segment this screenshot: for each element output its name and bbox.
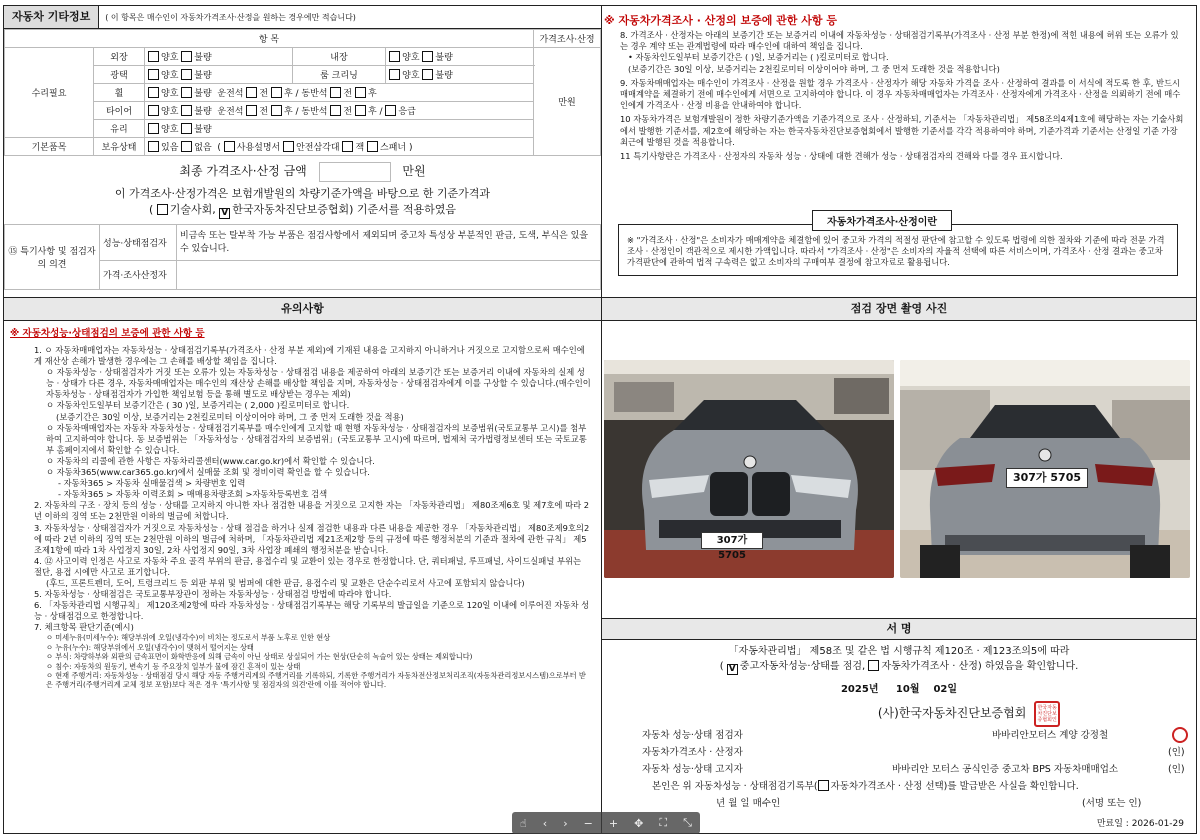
notes-item: 7. 체크항목 판단기준(예시)	[34, 622, 134, 633]
day: 02	[933, 684, 948, 695]
zoom-out-icon[interactable]: −	[583, 816, 593, 830]
notes-item: 4. ⑫ 사고이력 인정은 사고로 자동차 주요 골격 부위의 판금, 용접수리 및 교환이 있는 경우로 한정합니다. 단, 쿼터패널, 루프패널, 사이드실패널 부위는 절단, 용접 시에만 사고로 표기합니다.	[34, 555, 582, 577]
p8: 8. 가격조사 · 산정자는 아래의 보증기간 또는 보증거리 이내에 자동차성능 · 상태점검기록부(가격조사 · 산정 부분 한정)에 적힌 내용에 허위 또는 오류가 있는 경우 계약 또는 관계법령에 따라 매수인에 대하여 책임을 집니다.	[620, 30, 1179, 52]
row-interior: 내장	[292, 48, 385, 66]
label: 양호	[161, 125, 179, 135]
rear-car-photo	[900, 360, 1190, 578]
label: 후	[367, 107, 377, 117]
label: 불량	[194, 71, 212, 81]
row-tire: 타이어	[94, 102, 145, 120]
row-glass: 유리	[94, 120, 145, 138]
month-unit: 월	[909, 684, 920, 695]
standard-line1: 이 가격조사·산정가격은 보험개발원의 차량기준가액을 바탕으로 한 기준가격과	[114, 187, 491, 200]
p10: 10 자동차가격은 보험개발원이 정한 차량기준가액을 기준가격으로 조사 · 산정하되, 기준서는 「자동차관리법」 제58조의4제1호에 해당하는 자는 기술사회에서 발행한 기준서를, 제2호에 해당하는 자는 한국자동차진단보증협회에서 발행한 기준서를 각각 적용하여야 하며, 기준가격과 기준서는 산정일 기준 가장 최근에 발행된 것을 적용합니다.	[620, 114, 1184, 147]
spanner-checkbox[interactable]	[367, 141, 378, 152]
checkbox[interactable]	[330, 105, 341, 116]
confirm-line1: 「자동차관리법」 제58조 및 같은 법 시행규칙 제120조 · 제123조의5에 따라	[728, 646, 1070, 657]
fit-icon[interactable]: ⤡	[683, 816, 692, 829]
notes-items	[4, 345, 601, 690]
r3-seal: (인)	[1168, 764, 1185, 775]
notes-item: ㅇ 자동차성능 · 상태점검자가 거짓 또는 오류가 있는 자동차성능 · 상태점검 내용을 제공하여 아래의 보증기간 또는 보증거리 이내에 자동차의 실제 성능 · 상태가 다른 경우, 자동차매매업자는 매수인의 재산상 손해를 배상할 책임을 지며, 자동차성능 · 상태점검자에게 이를 구상할 수 있습니다.(매수인이 자동차성능 · 상태점검자가 가입한 책임보험 등을 통해 별도로 배상받는 경우는 제외)	[46, 367, 591, 400]
sign-row-2	[642, 744, 1196, 761]
r2-value: (인)	[1168, 747, 1185, 758]
hand-icon[interactable]: ☝	[520, 816, 527, 830]
notes-item: ㅇ 자동차의 리콜에 관한 사항은 자동차리콜센터(www.car.go.kr)에서 확인할 수 있습니다.	[46, 455, 375, 466]
org-row	[602, 699, 1196, 727]
label: 있음	[161, 143, 179, 153]
gloss-bad-checkbox[interactable]	[181, 69, 192, 80]
manual-checkbox[interactable]	[224, 141, 235, 152]
label: 양호	[161, 89, 179, 99]
holding-label: 보유상태	[94, 138, 145, 156]
paren: (	[719, 661, 724, 672]
signature-header: 서 명	[602, 619, 1196, 640]
special-label: ⑮ 특기사항 및 점검자의 의견	[5, 225, 100, 290]
r3-label: 자동차 성능·상태 고지자	[642, 764, 743, 775]
row-wheel: 휠	[94, 84, 145, 102]
other-info-note: ( 이 항목은 매수인이 자동차가격조사·산정을 원하는 경우에만 적습니다)	[105, 12, 356, 22]
next-icon[interactable]: ›	[563, 816, 568, 830]
sign-date	[602, 680, 1196, 695]
criteria-item: ㅇ 미세누유(미세누수): 해당부위에 오일(냉각수)이 비치는 정도로서 부품 노후로 인한 현상	[46, 633, 331, 643]
month: 10	[895, 684, 910, 695]
notes-item: - 자동차365 > 자동차 이력조회 > 매매용차량조회 >자동차등록번호 검색	[58, 489, 328, 500]
expiry: 만료일 : 2026-01-29	[1096, 819, 1184, 829]
criteria-item: ㅇ 침수: 자동차의 원동기, 변속기 등 주요장치 일부가 물에 잠긴 흔적이 있는 상태	[46, 661, 301, 671]
label: 운전석	[217, 89, 244, 99]
r2-label: 자동차가격조사 · 산정자	[642, 747, 743, 758]
label: 전	[343, 89, 353, 99]
label: 전	[259, 107, 269, 117]
sign-row-5	[642, 795, 1196, 812]
kadg-checkbox[interactable]: V	[219, 208, 230, 219]
price-unit: 만원	[534, 48, 601, 156]
tech-society-checkbox[interactable]	[157, 204, 168, 215]
special-table	[4, 224, 601, 290]
p11: 11 특기사항란은 가격조사 · 산정자의 자동차 성능 · 상태에 대한 견해가 성능 · 상태점검자의 견해와 다를 경우 표시합니다.	[620, 151, 1063, 162]
prev-icon[interactable]: ‹	[542, 816, 548, 830]
notes-item: 3. 자동차성능 · 상태점검자가 거짓으로 자동차성능 · 상태 점검을 하거나 실제 점검한 내용과 다른 내용을 제공한 경우 「자동차관리법」 제80조제9호의2에 따라 2년 이하의 징역 또는 2천만원 이하의 벌금에 처하며, 「자동차관리법 제21조제2항 등의 규정에 따른 행정처분의 기준과 절차에 관한 규칙」 제5조제1항에 따라 1차 사업정지 30일, 2차 사업정지 90일, 3차 사업장 폐쇄의 행정처분을 받습니다.	[34, 522, 590, 555]
price-guarantee-panel	[601, 5, 1197, 298]
paren: (	[148, 203, 154, 216]
label: 후	[367, 89, 377, 99]
price-inspector-value	[177, 260, 601, 289]
jack-checkbox[interactable]	[342, 141, 353, 152]
label: 스패너	[380, 143, 407, 153]
signature-rows	[602, 727, 1196, 812]
notes-item: - 자동차365 > 자동차 실매물검색 > 차량번호 입력	[58, 478, 246, 489]
gloss-good-checkbox[interactable]	[148, 69, 159, 80]
front-car-photo	[604, 360, 894, 578]
rear-plate: 307가 5705	[1006, 468, 1088, 488]
price-check-checkbox[interactable]	[868, 660, 879, 671]
label: 동반석	[301, 89, 328, 99]
label: 한국자동차진단보증협회) 기준서를 적용하였음	[232, 203, 457, 216]
label: 후	[283, 89, 293, 99]
p9: 9. 자동차매매업자는 매수인이 가격조사 · 산정을 원할 경우 가격조사 · 산정자가 해당 자동차 가격을 조사 · 산정하여 결과를 이 서식에 적도록 한 후, 반드시 매매계약을 체결하기 전에 매수인에게 서면으로 고지하여야 합니다. 이 경우 자동차매매업자는 가격조사 · 산정자에게 가격조사 · 산정을 의뢰하기 전에 매수인에게 가격조사 · 산정 비용을 안내하여야 합니다.	[620, 77, 1181, 111]
row-roomclean: 룸 크리닝	[292, 66, 385, 84]
row-exterior: 외장	[94, 48, 145, 66]
signature-panel	[601, 618, 1197, 834]
row-gloss: 광택	[94, 66, 145, 84]
day-unit: 일	[947, 684, 958, 695]
buyer-sign-note: (서명 또는 인)	[1082, 798, 1142, 809]
tire-good-checkbox[interactable]	[148, 105, 159, 116]
notes-item: ㅇ 자동차인도일부터 보증기간은 ( 30 )일, 보증거리는 ( 2,000 )킬로미터로 합니다.	[46, 400, 350, 411]
year-unit: 년	[868, 684, 879, 695]
standard-line2	[4, 202, 601, 219]
price-box-text: ※ "가격조사 · 산정"은 소비자가 매매계약을 체결함에 있어 중고차 가격의 적절성 판단에 참고할 수 있도록 법령에 의한 절차와 기준에 따라 전문 가격조사 · 산정인이 객관적으로 제시한 가액입니다. 따라서 "가격조사 · 산정"은 소비자의 자율적 선택에 따른 서비스이며, 가격조사 · 산정 결과는 중고차 가격판단에 관하여 법적 구속력은 없고 소비자의 구매여부 결정에 참고자료로 활용됩니다.	[618, 224, 1178, 276]
label: 후	[283, 107, 293, 117]
label: 응급	[398, 107, 416, 117]
r4-a: 본인은 위 자동차성능 · 상태점검기록부(	[652, 781, 818, 792]
r4-b: 자동차가격조사 · 산정 선택)를 발급받은 사실을 확인합니다.	[830, 781, 1079, 792]
roomclean-good-checkbox[interactable]	[389, 69, 400, 80]
fullscreen-icon[interactable]: ⛶	[659, 816, 668, 829]
final-price-input[interactable]	[319, 162, 391, 182]
checkbox[interactable]	[355, 87, 366, 98]
glass-good-checkbox[interactable]	[148, 123, 159, 134]
r1-label: 자동차 성능·상태 점검자	[642, 730, 743, 741]
price-guarantee-text	[602, 30, 1196, 162]
p8c: (보증기간은 30일 이상, 보증거리는 2천킬로미터 이상이어야 하며, 그 중 먼저 도래한 것을 적용합니다)	[628, 63, 1000, 74]
label: 운전석	[217, 107, 244, 117]
final-price-label: 최종 가격조사·산정 금액	[179, 164, 307, 178]
glass-bad-checkbox[interactable]	[181, 123, 192, 134]
label: 양호	[402, 71, 420, 81]
standard-statement	[4, 186, 601, 219]
notes-item: ㅇ 자동차매매업자는 자동차 자동차성능 · 상태점검기록부를 매수인에게 고지할 때 현행 자동차성능 · 상태점검자의 보증범위(국토교통부 고시)를 첨부하여 고지하여야 합니다. 동 보증범위는 「자동차성능 · 상태점검자의 보증범위」(국토교통부 고시)에 따르며, 법제처 국가법령정보센터 또는 국토교통부 홈페이지에서 확인할 수 있습니다.	[46, 422, 587, 455]
price-selected-checkbox[interactable]	[818, 780, 829, 791]
label: 기술사회,	[169, 203, 216, 216]
sign-row-1	[642, 727, 1196, 744]
none-checkbox[interactable]	[181, 141, 192, 152]
label: 양호	[402, 53, 420, 63]
label: 자동차가격조사 · 산정) 하였음을 확인합니다.	[881, 661, 1079, 672]
label: 동반석	[301, 107, 328, 117]
interior-good-checkbox[interactable]	[389, 51, 400, 62]
wheel-bad-checkbox[interactable]	[181, 87, 192, 98]
perf-check-checkbox[interactable]: V	[727, 664, 738, 675]
front-plate: 307가 5705	[701, 532, 763, 549]
interior-bad-checkbox[interactable]	[422, 51, 433, 62]
basic-label: 기본품목	[5, 138, 94, 156]
inspector-seal	[1172, 727, 1188, 743]
criteria-list	[34, 633, 591, 689]
label: 전	[343, 107, 353, 117]
label: 불량	[435, 53, 453, 63]
notes-item: ㅇ 자동차365(www.car365.go.kr)에서 실매물 조회 및 정비이력 확인을 할 수 있습니다.	[46, 467, 370, 478]
criteria-item: ㅇ 부식: 차량하부와 외판의 금속표면이 화학반응에 의해 금속이 아닌 상태로 상실되어 가는 현상(단순히 녹슬어 있는 상태는 제외합니다)	[46, 652, 473, 662]
label: 불량	[194, 89, 212, 99]
notes-heading: ※ 자동차성능·상태점검의 보증에 관한 사항 등	[10, 328, 205, 339]
r3-value: 바바리안 모터스 공식인증 중고차 BPS 자동차매매업소	[892, 764, 1119, 775]
label: 불량	[194, 107, 212, 117]
label: 잭	[355, 143, 365, 153]
sign-row-3	[642, 761, 1196, 778]
checkbox[interactable]	[271, 87, 282, 98]
viewer-toolbar	[512, 812, 700, 834]
confirm-line2	[602, 659, 1196, 675]
label: 불량	[435, 71, 453, 81]
wheel-good-checkbox[interactable]	[148, 87, 159, 98]
col-price: 가격조사·산정	[534, 30, 601, 48]
notes-panel	[3, 297, 602, 834]
other-info-title: 자동차 기타정보	[4, 6, 99, 28]
checkbox[interactable]	[330, 87, 341, 98]
label: 불량	[194, 125, 212, 135]
price-box-title: 자동차가격조사·산정이란	[812, 210, 952, 231]
sign-row-4	[642, 778, 1196, 795]
price-guarantee-heading: ※ 자동차가격조사 · 산정의 보증에 관한 사항 등	[604, 14, 837, 27]
notes-item: (보증기간은 30일 이상, 보증거리는 2천킬로미터 이상이어야 하며, 그 중 먼저 도래한 것을 적용)	[56, 411, 404, 422]
checkbox[interactable]	[355, 105, 366, 116]
year: 2025	[840, 684, 869, 695]
exterior-good-checkbox[interactable]	[148, 51, 159, 62]
zoom-in-icon[interactable]: +	[608, 816, 619, 830]
tire-bad-checkbox[interactable]	[181, 105, 192, 116]
label: 양호	[161, 107, 179, 117]
label: 전	[259, 89, 269, 99]
final-price-unit: 만원	[402, 164, 426, 178]
move-icon[interactable]: ✥	[634, 816, 644, 830]
org-name: (사)한국자동차진단보증협회	[877, 706, 1027, 720]
notes-item: 5. 자동차성능 · 상태점검은 국토교통부장관이 정하는 자동차성능 · 상태점검 방법에 따라야 합니다.	[34, 589, 392, 600]
confirm-text	[602, 644, 1196, 675]
perf-inspector-label: 성능·상태점검자	[100, 225, 177, 261]
have-checkbox[interactable]	[148, 141, 159, 152]
p8b: • 자동차인도일부터 보증기간은 ( )일, 보증거리는 ( )킬로미터로 합니다.	[628, 52, 889, 63]
notes-item: 2. 자동차의 구조 · 장치 등의 성능 · 상태를 고지하지 아니한 자나 점검한 내용을 거짓으로 고지한 자는 「자동차관리법」 제80조제6호 및 제7호에 따라 2년 이하의 징역 또는 2천만원 이하의 벌금에 처합니다.	[34, 500, 590, 522]
exterior-bad-checkbox[interactable]	[181, 51, 192, 62]
checkbox[interactable]	[271, 105, 282, 116]
checkbox[interactable]	[385, 105, 396, 116]
label: 양호	[161, 71, 179, 81]
roomclean-bad-checkbox[interactable]	[422, 69, 433, 80]
repair-label: 수리필요	[5, 48, 94, 138]
photo-header: 점검 장면 촬영 사진	[602, 298, 1196, 321]
label: 없음	[194, 143, 212, 153]
criteria-item: ㅇ 누유(누수): 해당부위에서 오일(냉각수)이 맺혀서 떨어지는 상태	[46, 642, 254, 652]
org-seal: 한국자동차진단보증협회인	[1034, 701, 1060, 727]
r1-value: 바바리안모터스 계양 강정철	[992, 730, 1109, 741]
photo-panel	[601, 297, 1197, 619]
repair-table: 항 목 가격조사·산정 수리필요 외장 양호 불량 내장 양호 불량 만원 광택 양호 불량 룸 크리닝 양호 불량 휠 양호 불량 운전석 전 후 / 동반석 전 후 타이어 양호 불량 운전석 전 후 / 동반석 전 후 / 응급 유리 양호 불량 기본품목 보유상태 있음 없음 ( 사용설명서 안전삼각대 잭 스패너 )	[4, 29, 601, 156]
label: 안전삼각대	[296, 143, 340, 153]
triangle-checkbox[interactable]	[283, 141, 294, 152]
label: 양호	[161, 53, 179, 63]
price-inspector-label: 가격·조사산정자	[100, 260, 177, 289]
checkbox[interactable]	[246, 105, 257, 116]
label: 불량	[194, 53, 212, 63]
notes-item: 1. ㅇ 자동차매매업자는 자동차성능 · 상태점검기록부(가격조사 · 산정 부분 제외)에 기재된 내용을 고지하지 아니하거나 거짓으로 고지함으로써 매수인에게 재산상 손해가 발생한 경우에는 그 손해를 배상할 책임을 집니다.	[34, 345, 585, 367]
perf-note: 비금속 또는 탈부착 가능 부품은 점검사항에서 제외되며 중고차 특성상 부분적인 판금, 도색, 부식은 있을 수 있습니다.	[177, 225, 601, 261]
checkbox[interactable]	[246, 87, 257, 98]
final-price-row	[4, 160, 601, 182]
criteria-item: ㅇ 현재 주행거리: 자동차성능 · 상태점검 당시 해당 자동 주행거리계의 주행거리를 기록하되, 기록한 주행거리가 자동차전산정보처리조직(자동차관리정보시스템)으로부터 받은 주행거리(주행거리계 교체 정보 포함)보다 적은 경우 '특기사항 및 점검자의 의견'란에 이를 적어야 합니다.	[46, 671, 586, 690]
buyer-date: 년 월 일 매수인	[716, 798, 781, 809]
label: 중고자동차성능·상태를 점검,	[739, 661, 866, 672]
notes-item: 6. 「자동차관리법 시행규칙」 제120조제2항에 따라 자동차성능 · 상태점검기록부는 해당 기록부의 발급일을 기준으로 120일 이내에 이루어진 자동차 성능 · 상태점검으로 한정합니다.	[34, 600, 590, 622]
notes-header: 유의사항	[4, 298, 601, 321]
label: 사용설명서	[236, 143, 281, 153]
other-info-panel	[3, 5, 602, 298]
notes-item: (후드, 프론트펜더, 도어, 트렁크리드 등 외판 부위 및 범퍼에 대한 판금, 용접수리 및 교환은 단순수리로서 사고에 포함되지 않습니다)	[46, 577, 525, 588]
col-item: 항 목	[5, 30, 534, 48]
